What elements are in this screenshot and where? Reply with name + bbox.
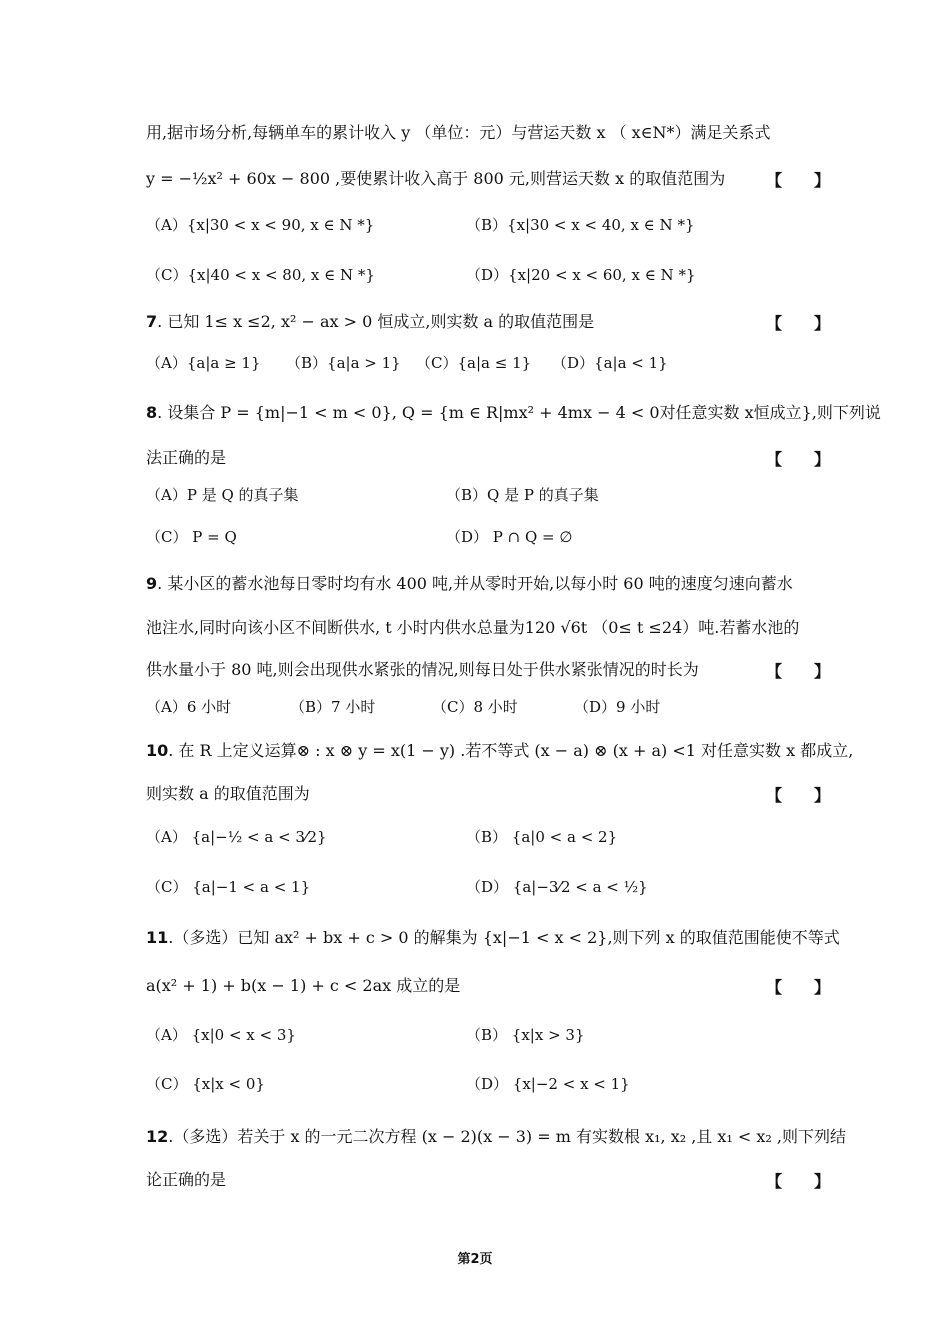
q8-option-a: （A）P 是 Q 的真子集 <box>146 486 299 504</box>
q6-option-d: （D）{x|20 < x < 60, x ∈ N *} <box>466 266 696 284</box>
q11-option-c: （C） {x|x < 0} <box>146 1075 265 1093</box>
q9-number: 9 <box>146 574 158 593</box>
q12-number: 12 <box>146 1127 169 1146</box>
q8-stem-line-1 <box>146 402 881 424</box>
q8-option-b: （B）Q 是 P 的真子集 <box>446 486 599 504</box>
q10-option-c: （C） {a|−1 < a < 1} <box>146 878 311 896</box>
q11-stem-line-1 <box>146 927 840 949</box>
q11-number: 11 <box>146 928 169 947</box>
q8-option-d: （D） P ∩ Q = ∅ <box>446 528 573 546</box>
q12-stem-line-2: 论正确的是 <box>146 1170 227 1189</box>
q10-option-b: （B） {a|0 < a < 2} <box>466 828 618 846</box>
q9-option-c: （C）8 小时 <box>432 698 518 716</box>
q12-answer-bracket: 【 】 <box>766 1172 831 1191</box>
q9-stem-line-2: 池注水,同时向该小区不间断供水, t 小时内供水总量为120 √6t （0≤ t ≤24）吨.若蓄水池的 <box>146 618 800 637</box>
page-number: 第2页 <box>457 1252 493 1267</box>
q8-number: 8 <box>146 403 158 422</box>
q10-stem-line-1 <box>146 740 853 762</box>
q6-line-1: 用,据市场分析,每辆单车的累计收入 y （单位：元）与营运天数 x （ x∈N*）满足关系式 <box>146 123 771 142</box>
q11-option-b: （B） {x|x > 3} <box>466 1026 585 1044</box>
q11-answer-bracket: 【 】 <box>766 978 831 997</box>
q11-option-d: （D） {x|−2 < x < 1} <box>466 1075 630 1093</box>
q10-answer-bracket: 【 】 <box>766 786 831 805</box>
q6-line-2: y = −½x² + 60x − 800 ,要使累计收入高于 800 元,则营运天数 x 的取值范围为 <box>146 169 726 188</box>
q7-option-b: （B）{a|a > 1} <box>286 354 401 372</box>
q6-option-c: （C）{x|40 < x < 80, x ∈ N *} <box>146 266 375 284</box>
q9-option-d: （D）9 小时 <box>574 698 661 716</box>
q7-number: 7 <box>146 312 158 331</box>
q11-text-1: .（多选）已知 ax² + bx + c > 0 的解集为 {x|−1 < x < 2},则下列 x 的取值范围能使不等式 <box>168 928 840 947</box>
q7-option-c: （C）{a|a ≤ 1} <box>416 354 532 372</box>
q7-option-a: （A）{a|a ≥ 1} <box>146 354 261 372</box>
q7-answer-bracket: 【 】 <box>766 314 831 333</box>
q6-option-b: （B）{x|30 < x < 40, x ∈ N *} <box>466 216 695 234</box>
q7-stem <box>146 311 594 333</box>
q8-answer-bracket: 【 】 <box>766 450 831 469</box>
q10-text-1: . 在 R 上定义运算⊗ : x ⊗ y = x(1 − y) .若不等式 (x − a) ⊗ (x + a) <1 对任意实数 x 都成立, <box>168 741 854 760</box>
q7-option-d: （D）{a|a < 1} <box>552 354 668 372</box>
q8-stem-line-2: 法正确的是 <box>146 448 227 467</box>
q6-answer-bracket: 【 】 <box>766 171 831 190</box>
q9-option-a: （A）6 小时 <box>146 698 232 716</box>
q9-answer-bracket: 【 】 <box>766 662 831 681</box>
q9-stem-line-3: 供水量小于 80 吨,则会出现供水紧张的情况,则每日处于供水紧张情况的时长为 <box>146 660 699 679</box>
q12-stem-line-1 <box>146 1126 846 1148</box>
q9-stem-line-1 <box>146 573 793 595</box>
q7-text: . 已知 1≤ x ≤2, x² − ax > 0 恒成立,则实数 a 的取值范围是 <box>157 312 595 331</box>
q6-option-a: （A）{x|30 < x < 90, x ∈ N *} <box>146 216 375 234</box>
q9-text-1: . 某小区的蓄水池每日零时均有水 400 吨,并从零时开始,以每小时 60 吨的速度匀速向蓄水 <box>157 574 793 593</box>
q10-option-a: （A） {a|−½ < a < 3⁄2} <box>146 828 327 846</box>
q12-text-1: .（多选）若关于 x 的一元二次方程 (x − 2)(x − 3) = m 有实数根 x₁, x₂ ,且 x₁ < x₂ ,则下列结 <box>168 1127 847 1146</box>
q8-option-c: （C） P = Q <box>146 528 237 546</box>
q10-number: 10 <box>146 741 169 760</box>
q8-text-1: . 设集合 P = {m|−1 < m < 0}, Q = {m ∈ R|mx² + 4mx − 4 < 0对任意实数 x恒成立},则下列说 <box>157 403 881 422</box>
q10-option-d: （D） {a|−3⁄2 < a < ½} <box>466 878 648 896</box>
q10-stem-line-2: 则实数 a 的取值范围为 <box>146 784 310 803</box>
q9-option-b: （B）7 小时 <box>290 698 376 716</box>
q11-option-a: （A） {x|0 < x < 3} <box>146 1026 296 1044</box>
q11-stem-line-2: a(x² + 1) + b(x − 1) + c < 2ax 成立的是 <box>146 976 461 995</box>
